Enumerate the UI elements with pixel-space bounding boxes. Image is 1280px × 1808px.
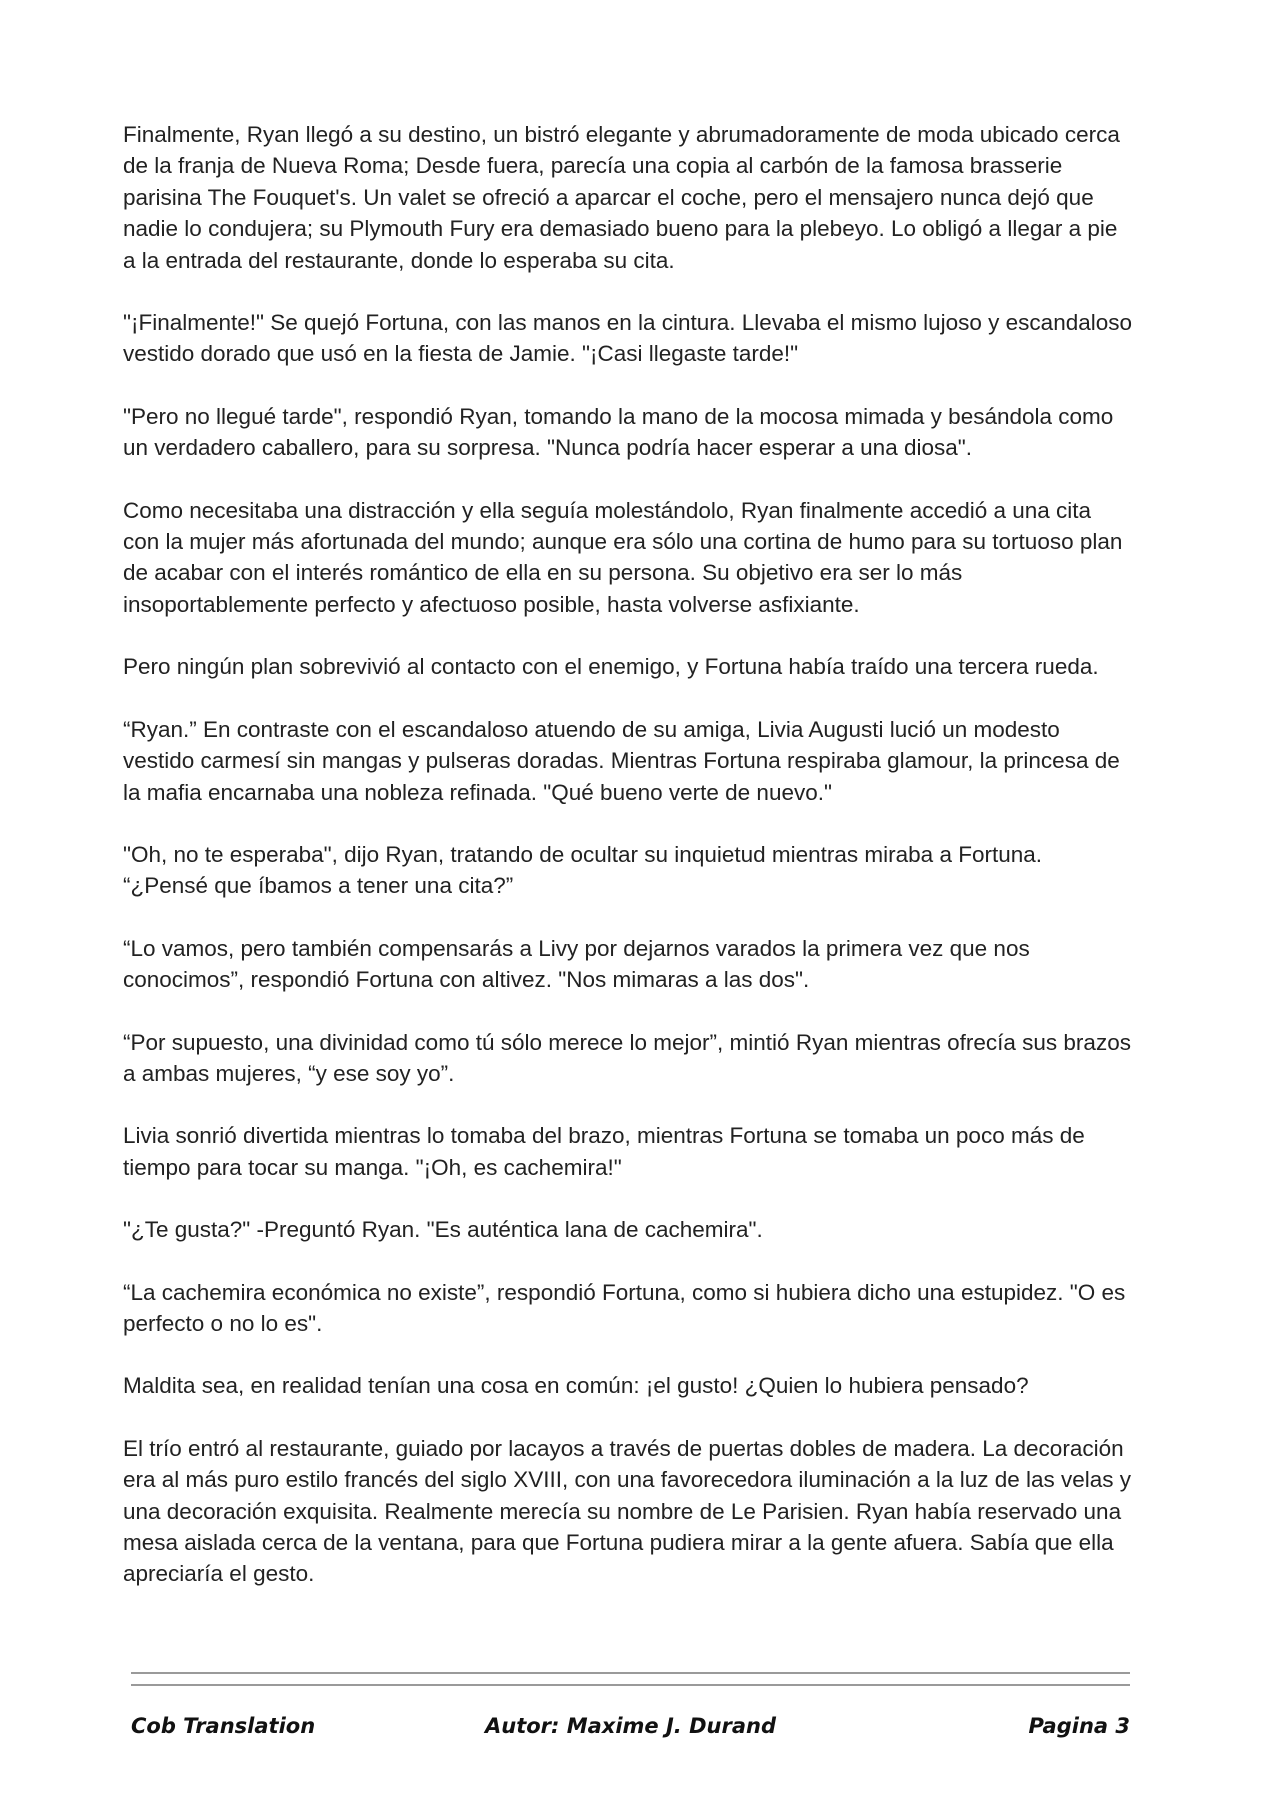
paragraph: “Ryan.” En contraste con el escandaloso atuendo de su amiga, Livia Augusti lució un modesto vestido carmesí sin mangas y pulseras doradas. Mientras Fortuna respiraba glamour, la princesa de la mafia encarnaba una nobleza refinada. "Qué bueno verte de nuevo." <box>123 716 1120 805</box>
footer-rule-bottom <box>131 1684 1130 1686</box>
paragraph: Livia sonrió divertida mientras lo tomaba del brazo, mientras Fortuna se tomaba un poco más de tiempo para tocar su manga. "¡Oh, es cachemira!" <box>123 1123 1085 1180</box>
footer-page-number: Pagina 3 <box>1028 1714 1130 1738</box>
paragraph: El trío entró al restaurante, guiado por lacayos a través de puertas dobles de madera. La decoración era al más puro estilo francés del siglo XVIII, con una favorecedora iluminación a la luz de las velas y una decoración exquisita. Realmente merecía su nombre de Le Parisien. Ryan había reservado una mesa aislada cerca de la ventana, para que Fortuna pudiera mirar a la gente afuera. Sabía que ella apreciaría el gesto. <box>123 1435 1132 1587</box>
paragraph: “La cachemira económica no existe”, respondió Fortuna, como si hubiera dicho una estupidez. "O es perfecto o no lo es". <box>123 1279 1126 1336</box>
footer-divider <box>131 1672 1130 1696</box>
page-footer <box>131 1714 1130 1750</box>
paragraph: Finalmente, Ryan llegó a su destino, un bistró elegante y abrumadoramente de moda ubicado cerca de la franja de Nueva Roma; Desde fuera, parecía una copia al carbón de la famosa brasserie parisina The Fouquet's. Un valet se ofreció a aparcar el coche, pero el mensajero nunca dejó que nadie lo condujera; su Plymouth Fury era demasiado bueno para la plebeyo. Lo obligó a llegar a pie a la entrada del restaurante, donde lo esperaba su cita. <box>123 122 1120 273</box>
footer-author: Autor: Maxime J. Durand <box>485 1714 776 1738</box>
paragraph: “Por supuesto, una divinidad como tú sólo merece lo mejor”, mintió Ryan mientras ofrecía sus brazos a ambas mujeres, “y ese soy yo”. <box>123 1029 1131 1086</box>
paragraph: "Oh, no te esperaba", dijo Ryan, tratando de ocultar su inquietud mientras miraba a Fortuna. “¿Pensé que íbamos a tener una cita?” <box>123 841 1042 899</box>
paragraph: "¡Finalmente!" Se quejó Fortuna, con las manos en la cintura. Llevaba el mismo lujoso y escandaloso vestido dorado que usó en la fiesta de Jamie. "¡Casi llegaste tarde!" <box>123 310 1133 367</box>
paragraph: Maldita sea, en realidad tenían una cosa en común: ¡el gusto! ¿Quien lo hubiera pensado? <box>123 1373 1029 1399</box>
paragraph: "Pero no llegué tarde", respondió Ryan, tomando la mano de la mocosa mimada y besándola como un verdadero caballero, para su sorpresa. "Nunca podría hacer esperar a una diosa". <box>123 403 1114 461</box>
paragraph: Pero ningún plan sobrevivió al contacto con el enemigo, y Fortuna había traído una tercera rueda. <box>123 654 1099 680</box>
paragraph: "¿Te gusta?" -Preguntó Ryan. "Es auténtica lana de cachemira". <box>123 1217 763 1243</box>
body-text <box>123 119 1133 1621</box>
footer-translator: Cob Translation <box>131 1714 316 1738</box>
paragraph: Como necesitaba una distracción y ella seguía molestándolo, Ryan finalmente accedió a una cita con la mujer más afortunada del mundo; aunque era sólo una cortina de humo para su tortuoso plan de acabar con el interés romántico de ella en su persona. Su objetivo era ser lo más insoportablemente perfecto y afectuoso posible, hasta volverse asfixiante. <box>123 497 1123 617</box>
footer-rule-top <box>131 1672 1130 1674</box>
paragraph: “Lo vamos, pero también compensarás a Livy por dejarnos varados la primera vez que nos conocimos”, respondió Fortuna con altivez. "Nos mimaras a las dos". <box>123 935 1030 993</box>
